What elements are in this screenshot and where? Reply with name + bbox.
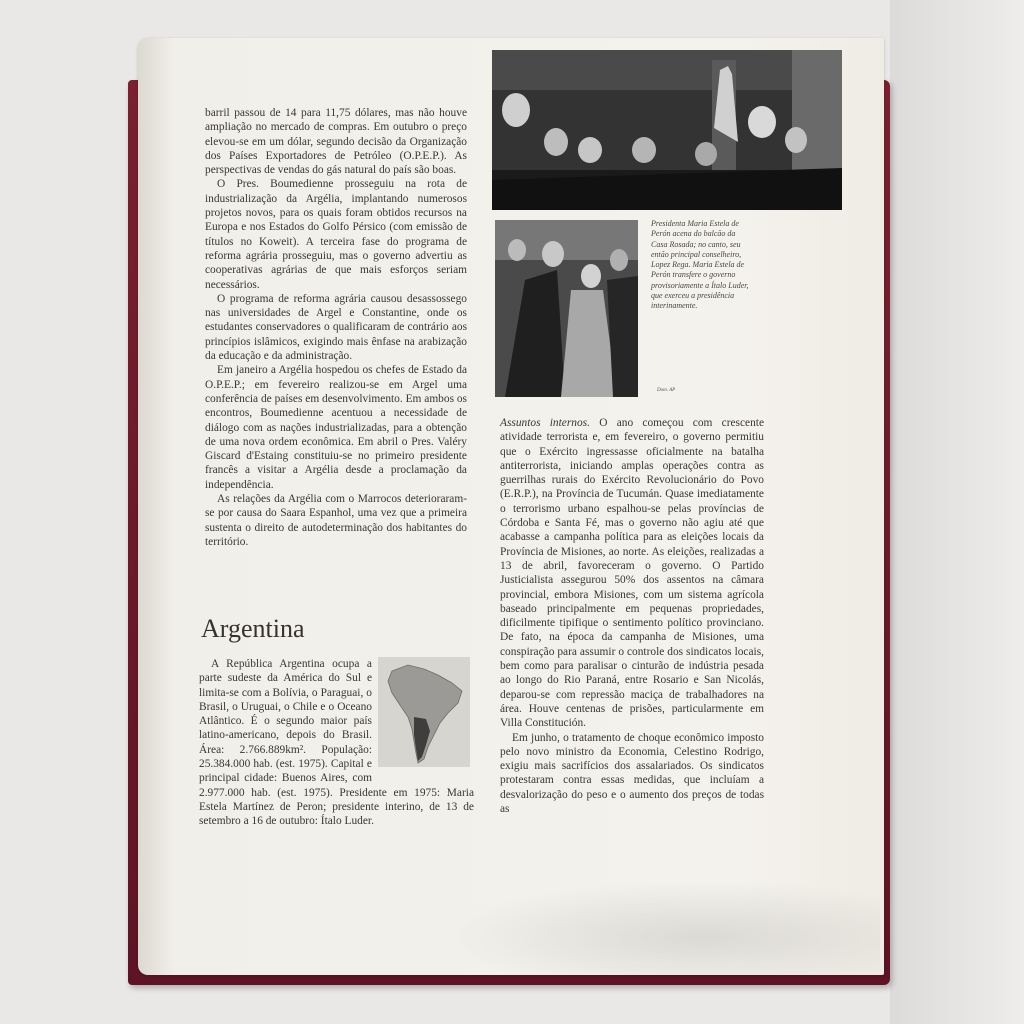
right-column (500, 416, 764, 816)
section-heading: Argentina (201, 614, 305, 643)
left-column (205, 106, 467, 549)
section-lead-italic: Assuntos internos. (500, 417, 590, 429)
photo-credit: Dom. AP (657, 388, 676, 393)
left-paragraph-2: O Pres. Boumedienne prosseguiu na rota de industrialização da Argélia, implantando numerosos projetos novos, para os quais foram obtidos recursos na Europa e nos Estados do Golfo Pérsico (com emissão de títulos no Koweit). A terceira fase do programa de reforma agrária prosseguiu, mas o governo advertiu as cooperativas agrárias de que mais esforços seriam necessários. (205, 178, 467, 291)
left-paragraph-3: O programa de reforma agrária causou desassossego nas universidades de Argel e Constantine, onde os estudantes conservadores o qualificaram de contrário aos princípios islâmicos, exigindo mais ênfase na arabização da educação e da administração. (205, 292, 467, 363)
photo-caption: Presidenta Maria Estela de Perón acena do balcão da Casa Rosada; no canto, seu então principal conselheiro, Lopez Rega. Maria Estela de Perón transfere o governo provisoriamente a Ítalo Luder, que exerceu a presidência interinamente. (651, 219, 749, 311)
argentina-intro-text: A República Argentina ocupa a parte sudeste da América do Sul e limita-se com a Bolívia, o Paraguai, o Brasil, o Uruguai, o Chile e o Oceano Atlântico. É o segundo maior país latino-americano, depois do Brasil. Área: 2.766.889km². População: 25.384.000 hab. (est. 1975). Capital e principal cidade: Buenos Aires, com 2.977.000 hab. (est. 1975). Presidente em 1975: Maria Estela Martínez de Peron; presidente interino, de 13 de setembro a 16 de outubro: Ítalo Luder. (199, 658, 474, 828)
handover-ceremony-photo (495, 220, 638, 397)
photo-top-graphic (492, 50, 842, 210)
left-paragraph-4: Em janeiro a Argélia hospedou os chefes de Estado da O.P.E.P.; em fevereiro realizou-se em Argel uma conferência de países em desenvolvimento. Em ambos os encontros, Boumedienne acentuou a necessidade de diálogo com as nações industrializadas, para a obtenção de uma nova ordem econômica. Em abril o Pres. Valéry Giscard d'Estaing constituiu-se no primeiro presidente francês a visitar a Argélia desde a proclamação da independência. (205, 364, 467, 491)
right-paragraph-2: Em junho, o tratamento de choque econômico imposto pelo novo ministro da Economia, Celestino Rodrigo, exigiu mais sacrifícios dos assalariados. Os sindicatos protestaram contra essas medidas, que incluíam a desvalorização do peso e o aumento dos preços de todas as (500, 731, 764, 816)
left-paragraph-1: barril passou de 14 para 11,75 dólares, mas não houve ampliação no mercado de compras. Em outubro o preço elevou-se em um dólar, segundo decisão da Organização dos Países Exportadores de Petróleo (O.P.E.P.). As perspectivas de vendas do gás natural do país são boas. (205, 107, 467, 177)
right-paragraph-1-text: O ano começou com crescente atividade terrorista e, em fevereiro, o governo permitiu que o Exército ingressasse oficialmente na batalha antiterrorista, iniciando amplas operações contra as guerrilhas rurais do Exército Revolucionário do Povo (E.R.P.), na Província de Tucumán. Quase imediatamente o terrorismo urbano espalhou-se pelas províncias de Córdoba e Santa Fé, mas o governo não agiu até que acabasse a campanha política para as eleições locais da Província de Misiones, ao norte. As eleições, realizadas a 13 de abril, favoreceram o governo. O Partido Justicialista assegurou 50% dos assentos na câmara provincial, embora Misiones, com um sistema agrícola baseado principalmente em pequenas propriedades, dificilmente tipifique o sentimento político provinciano. De fato, na época da campanha de Misiones, uma conspiração para assumir o controle dos sindicatos locais, bem como para paralisar o cinturão de indústria pesada ao longo do Rio Paraná, entre Rosario e San Nicolás, deparou-se com repressão maciça de trabalhadores na área. Houve centenas de prisões, particularmente em Villa Constitución. (500, 417, 764, 730)
photo-mid-graphic (495, 220, 638, 397)
right-paragraph-1 (500, 416, 764, 731)
background-right (890, 0, 1024, 1024)
map-float-spacer (378, 657, 474, 771)
balcony-crowd-waving-photo (492, 50, 842, 210)
argentina-intro (199, 657, 474, 829)
left-paragraph-5: As relações da Argélia com o Marrocos deterioraram-se por causa do Saara Espanhol, uma vez que a primeira sustenta o direito de autodeterminação dos habitantes do território. (205, 493, 467, 548)
